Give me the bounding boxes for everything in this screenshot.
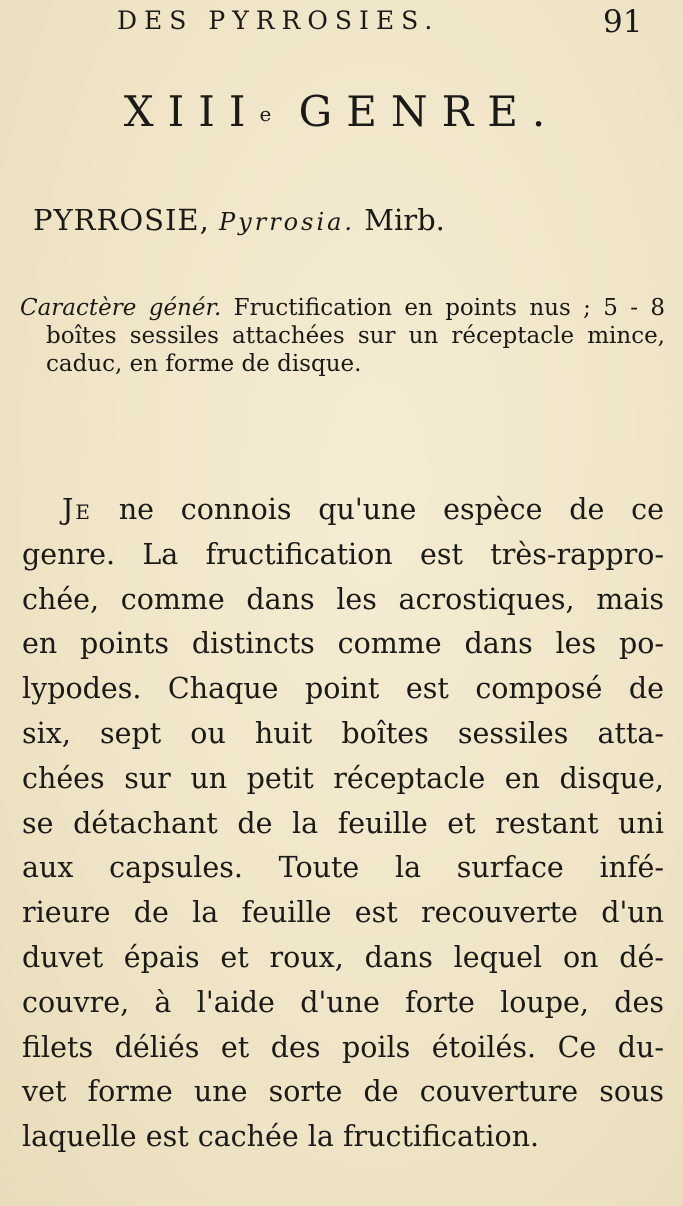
running-head: DES PYRROSIES.: [117, 6, 440, 35]
paragraph-line: genre. La fructification est très-rappro-: [22, 537, 664, 571]
paragraph-line: chée, comme dans les acrostiques, mais: [22, 582, 664, 616]
genus-name: PYRROSIE,: [33, 203, 210, 237]
page-header: [0, 4, 683, 44]
generic-character: [20, 294, 665, 378]
paragraph-line: Je ne connois qu'une espèce de ce: [62, 493, 664, 526]
generic-character-text: Fructification en points nus ; 5 - 8 boîtes sessiles attachées sur un réceptacle mince, caduc, en forme de disque.: [46, 295, 665, 377]
genus-heading: [33, 203, 445, 237]
genre-word: GENRE.: [298, 87, 560, 136]
generic-character-label: Caractère génér.: [20, 295, 222, 321]
paragraph-line: laquelle est cachée la fructification.: [22, 1120, 540, 1154]
paragraph-line: aux capsules. Toute la surface infé-: [22, 851, 664, 885]
paragraph-line: vet forme une sorte de couverture sous: [22, 1075, 664, 1109]
paragraph-line: en points distincts comme dans les po-: [22, 627, 664, 661]
description-paragraph: [22, 488, 664, 1160]
genre-ordinal-suffix: e: [259, 102, 272, 126]
genus-author: Mirb.: [364, 203, 445, 237]
paragraph-line: six, sept ou huit boîtes sessiles atta-: [22, 716, 664, 750]
drop-cap-word: Je: [62, 493, 93, 526]
paragraph-line: couvre, à l'aide d'une forte loupe, des: [22, 985, 664, 1019]
paragraph-line: se détachant de la feuille et restant uni: [22, 806, 664, 840]
genre-heading: [0, 88, 683, 136]
paragraph-line: chées sur un petit réceptacle en disque,: [22, 761, 664, 795]
paragraph-line: rieure de la feuille est recouverte d'un: [22, 896, 664, 930]
genus-latin-name: Pyrrosia.: [219, 208, 356, 236]
generic-character-paragraph: [20, 294, 665, 378]
paragraph-line: filets déliés et des poils étoilés. Ce du-: [22, 1030, 664, 1064]
paragraph-line: duvet épais et roux, dans lequel on dé-: [22, 940, 664, 974]
genre-number: XIII: [123, 87, 260, 136]
paragraph-line: lypodes. Chaque point est composé de: [22, 672, 664, 706]
page-number: 91: [603, 4, 643, 40]
